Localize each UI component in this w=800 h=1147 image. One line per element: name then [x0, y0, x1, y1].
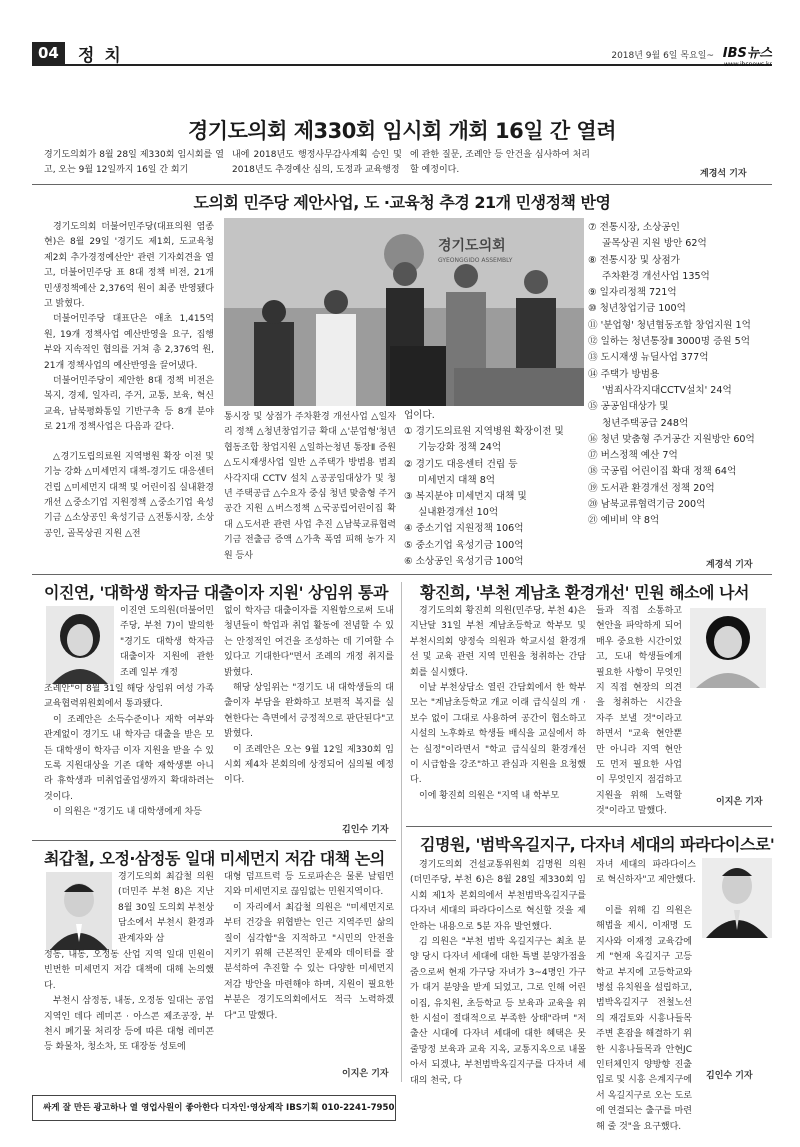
art4-headline: 최갑철, 오정·삼정동 일대 미세먼지 저감 대책 논의	[44, 849, 385, 868]
list-item: 기능강화 정책 24억	[418, 442, 502, 454]
paragraph: 이 자리에서 최갑철 의원은 "미세먼지로부터 건강을 위협받는 인근 지역주민 삶의 질이 심각함"을 지적하고 "시민의 안전을 지키기 위해 근본적인 문제와 데이터를 잘 분석하여 추진할 수 있는 다양한 미세먼지 저감 방안을 마련해야 하며, 지원이 필요한 부분은 경기도의회에서도 적극 노력하겠다"고 말했다.	[224, 902, 394, 1021]
lead-col-3: 에 관한 질문, 조례안 등 안건을 심사하여 처리할 예정이다.	[410, 150, 590, 176]
lee-jinyeon-portrait	[46, 606, 114, 684]
paragraph: 경기도의회 건설교통위원회 김명원 의원(더민주당, 부천 6)은 8월 28일 제330회 임시회 제1차 본회의에서 부천범박옥길지구를 다자녀 세대의 파라다이스로 혁신할 것을 제안하는 내용으로 5분 자유 발언했다.	[410, 860, 586, 932]
list-item: ⑦ 전통시장, 소상공인	[588, 222, 680, 233]
column-rule	[401, 582, 402, 1082]
divider	[32, 574, 772, 575]
hwang-jinhee-portrait	[690, 608, 766, 688]
art2-reporter: 김인수 기자	[342, 825, 389, 835]
art2-col-2	[224, 604, 394, 814]
art5-headline: 김명원, '범박옥길지구, 다자녀 세대의 파라다이스로'	[420, 835, 775, 854]
list-item: ⑰ 버스정책 예산 7억	[588, 450, 678, 462]
art5-col-2-top: 자녀 세대의 파라다이스로 혁신하자"고 제안했다.	[596, 860, 696, 886]
portrait-drawing	[690, 608, 766, 688]
list-item: ④ 중소기업 지원정책 106억	[404, 523, 524, 535]
press-photo-drawing	[224, 218, 584, 406]
paragraph: 더불어민주당이 제안한 8대 정책 비전은 복지, 경제, 일자리, 주거, 교통, 보육, 혁신 교육, 남북평화통일 기반구축 등 8개 분야로 21개 정책사업은 다음과 같다.	[44, 376, 214, 433]
list-item: ⑫ 일하는 청년통장Ⅱ 3000명 증원 5억	[588, 336, 751, 348]
list-item: ② 경기도 대응센터 건립 등	[404, 458, 518, 470]
list-item: ⑧ 전통시장 및 상점가	[588, 254, 680, 266]
art1-col-1	[44, 220, 214, 572]
paragraph: 경기도의회 더불어민주당(대표의원 염종현)은 8월 29일 '경기도 제1회, 도교육청 제2회 추가경정예산안' 관련 기자회견을 열고, 더불어민주당 표 8대 정책 비전, 21개 민생정책예산 2,376억 원이 최종 반영됐다고 밝혔다.	[44, 222, 214, 310]
art4-col-1-top: 경기도의회 최갑철 의원(더민주 부천 8)은 지난 8월 30일 도의회 부천상담소에서 부천시 환경과 관계자와 삼	[118, 872, 214, 944]
paragraph: 김 의원은 "부천 범박 옥길지구는 최초 분양 당시 다자녀 세대에 대한 특별 분양가점을 줌으로써 현재 가구당 자녀가 3~4명인 가구가 대거 분양을 받게 되었고, 그로 인해 어린이집, 유치원, 초등학교 등 보육과 교육을 위한 시설이 절대적으로 부족한 상태"라며 "저출산 시대에 다자녀 세대에 대한 혜택은 못 줄망정 보육과 교육 지옥, 교통지옥으로 내몰아서 되겠냐, 부천범박옥길지구를 다자녀 세대의 천국, 다	[410, 937, 586, 1086]
paragraph: 해당 상임위는 "경기도 내 대학생들의 대출이자 부담을 완화하고 보편적 복지를 실현한다는 측면에서 긍정적으로 판단된다"고 밝혔다.	[224, 683, 394, 740]
portrait-drawing	[46, 606, 114, 684]
list-item: ㉑ 예비비 약 8억	[588, 515, 660, 527]
list-item: ⑭ 주택가 방범용	[588, 368, 660, 380]
art1-col-2	[224, 410, 396, 572]
art4-col-2	[224, 870, 394, 1060]
divider	[406, 826, 772, 827]
paragraph: 없이 학자금 대출이자를 지원함으로써 도내 청년들이 학업과 취업 활동에 전념할 수 있는 안정적인 여건을 조성하는 데 기여할 수 있다고 기대한다"면서 조례의 개정 취지를 밝혔다.	[224, 606, 394, 678]
list-item: ⑥ 소상공인 육성기금 100억	[404, 555, 524, 567]
list-item: ③ 복지분야 미세먼지 대책 및	[404, 491, 527, 503]
art1-reporter: 계경석 기자	[706, 560, 753, 570]
list-item: ⑲ 도서관 환경개선 정책 20억	[588, 482, 715, 494]
art1-list-mid	[404, 408, 584, 572]
paragraph: 이날 부천상담소 열린 간담회에서 한 학부모는 "계남초등학교 개교 이래 급식실의 개 · 보수 없이 그대로 사용하여 공간이 협소하고 시설의 노후화로 학생들 배식을 교실에서 하는 실정"이라면서 "학교 급식실의 환경개선이 시급함을 강조"하고 관심과 지원을 요청했다.	[410, 683, 586, 786]
assembly-press-photo	[224, 218, 584, 406]
art3-col-2-top: 들과 직접 소통하고 현안을 파악하게 되어 매우 중요한 시간이었고, 도내 학생들에게 필요한 사항이 무엇인지 직접 현장의 의견을 청취하는 시간을 자주 보낼 것"이라고 하면서 "교육 현안뿐만 아니라 지역 현안도 먼저 필요한 사업이 무엇인지 점검하고 지원을 위해 노력할 것"이라고 말했다.	[596, 606, 682, 817]
page-header	[32, 38, 772, 66]
list-item: 골목상권 지원 방안 62억	[602, 238, 707, 250]
paragraph: 통시장 및 상점가 주차환경 개선사업 △일자리 정책 △청년창업기금 확대 △'분업형'청년협동조합 창업지원 △일하는청년 통장Ⅱ 증원 △도시재생사업 일반 △주택가 방범용 범죄사각지대 CCTV 설치 △공공임대상가 및 청년 주택공급 △수요자 중심 청년 맞춤형 주거공간 지원 △버스정책 △국공립어린이집 확대 △도서관 관련 사업 추진 △남북교류협력기금 전출금 증액 △가축 폭염 피해 농가 지원 등사	[224, 412, 396, 561]
art5-reporter: 김인수 기자	[706, 1071, 753, 1081]
paragraph: 이 조례안은 오는 9월 12일 제330회 임시회 제4차 본회의에 상정되어 심의될 예정이다.	[224, 744, 394, 786]
list-item: 실내환경개선 10억	[418, 507, 499, 519]
paragraph: 이를 위해 김 의원은 해법을 제시, 이재명 도지사와 이재정 교육감에게 "현재 옥길지구 고등학교 부지에 고등학교와 병설 유치원을 설립하고, 범박옥길지구 전철노선의 재검토와 시흥나들목 주변 혼잡을 해결하기 위한 시흥나들목과 안현JC 인터체인지 양방향 진출입로 및 시흥 은계지구에서 옥길지구로 오는 도로에 연결되는 출구를 마련해 줄 것"을 요구했다.	[596, 906, 692, 1132]
choi-gapcheol-portrait	[46, 872, 112, 950]
art1-headline: 도의회 민주당 제안사업, 도 ·교육청 추경 21개 민생정책 반영	[193, 193, 611, 212]
art3-reporter: 이지은 기자	[716, 797, 763, 807]
list-item: ⑬ 도시재생 뉴딜사업 377억	[588, 352, 709, 364]
paragraph: 조례안"이 8월 31일 해당 상임위 여성 가족교육협력위원회에서 통과됐다.	[44, 684, 214, 710]
art2-col-1	[44, 682, 214, 840]
paragraph: 이 조례안은 소득수준이나 재학 여부와 관계없이 경기도 내 학자금 대출을 받은 모든 대학생이 학자금 이자 지원을 받을 수 있도록 지원대상을 기존 대학 재학생뿐 아니라 휴학생과 미취업졸업생까지 확대하려는 것이다.	[44, 714, 214, 802]
footer-ad-banner: 싸게 잘 만든 광고하나 열 영업사원이 좋아한다 디자인·영상제작 IBS기획 010-2241-7950	[32, 1095, 396, 1121]
portrait-drawing	[46, 872, 112, 950]
list-item: ⑮ 공공임대상가 및	[588, 401, 669, 413]
logo-text: IBS뉴스	[722, 46, 772, 61]
list-item: ⑩ 청년창업기금 100억	[588, 303, 686, 315]
list-item: 업이다.	[404, 410, 435, 421]
paragraph: 정동, 내동, 오정동 산업 지역 일대 민원이 빈번한 미세먼지 저감 대책에 대해 논의했다.	[44, 950, 214, 991]
list-item: ⑪ '분업형' 청년협동조합 창업지원 1억	[588, 319, 751, 331]
art4-col-1	[44, 948, 214, 1080]
list-item: ⑳ 남북교류협력기금 200억	[588, 499, 706, 511]
lead-col-1: 경기도의회가 8월 28일 제330회 임시회를 열고, 오는 9월 12일까지 16일 간 회기	[44, 150, 224, 176]
paragraph: △경기도립의료원 지역병원 확장 이전 및 기능 강화 △미세먼지 대책-경기도 대응센터 건립 △미세먼지 대책 및 어린이집 실내환경개선 △중소기업 지원정책 △중소기업 육성기금 △소상공인 육성기금 △전통시장, 소상공인, 골목상권 지원 △전	[44, 451, 214, 539]
paragraph: 이 의원은 "경기도 내 대학생에게 차등	[53, 807, 202, 818]
list-item: ⑱ 국공립 어린이집 확대 정책 64억	[588, 466, 737, 478]
art4-reporter: 이지은 기자	[342, 1069, 389, 1079]
divider	[32, 840, 396, 841]
lead-reporter: 계경석 기자	[700, 169, 747, 179]
issue-date: 2018년 9월 6일 목요일~	[611, 51, 714, 61]
list-item: ⑨ 일자리정책 721억	[588, 287, 677, 299]
list-item: ⑯ 청년 맞춤형 주거공간 지원방안 60억	[588, 433, 755, 445]
art5-col-1	[410, 858, 586, 1084]
photo-sign-en: GYEONGGIDO ASSEMBLY	[438, 257, 513, 264]
lead-col-2: 내에 2018년도 행정사무감사계획 승인 및 2018년도 추경예산 심의, 도정과 교육행정	[232, 150, 402, 176]
logo-url: www.ibsnews.kr	[723, 61, 772, 68]
list-item: 청년주택공급 248억	[602, 417, 689, 429]
list-item: '범죄사각지대CCTV설치' 24억	[602, 384, 732, 396]
lead-headline: 경기도의회 제330회 임시회 개회 16일 간 열려	[188, 119, 616, 143]
photo-sign: 경기도의회	[438, 238, 506, 254]
paragraph: 경기도의회 황진희 의원(민주당, 부천 4)은 지난달 31일 부천 계남초등학교 학부모 및 부천시의회 양정숙 의원과 학교시설 환경개선 및 교육 관련 지역 민원을 청취하는 간담회를 실시했다.	[410, 606, 586, 678]
list-item: ⑤ 중소기업 육성기금 100억	[404, 539, 524, 551]
list-item: ① 경기도의료원 지역병원 확장이전 및	[404, 426, 564, 438]
ibs-logo	[723, 42, 772, 68]
art2-col-1-top: 이진연 도의원(더불어민주당, 부천 7)이 발의한 "경기도 대학생 학자금 대출이자 지원에 관한 조례 일부 개정	[120, 606, 214, 678]
art1-list-right	[588, 220, 778, 540]
divider	[32, 184, 772, 185]
page-number: 04	[32, 42, 65, 64]
section-title: 정 치	[78, 46, 123, 66]
art3-col-1	[410, 604, 586, 826]
paragraph: 부천시 삼정동, 내동, 오정동 일대는 공업지역인 데다 레미콘 · 아스콘 제조공장, 부천시 폐기물 처리장 등에 따른 대형 레미콘 등 화물차, 청소차, 또 대장동 성토에	[44, 996, 214, 1053]
list-item: 주차환경 개선사업 135억	[602, 270, 710, 282]
art2-headline: 이진연, '대학생 학자금 대출이자 지원' 상임위 통과	[44, 583, 388, 602]
paragraph: 대형 덤프트럭 등 도로파손은 물론 날림먼지와 미세먼지로 끊임없는 민원지역이다.	[224, 872, 394, 898]
list-item: 미세먼지 대책 8억	[418, 474, 496, 486]
paragraph: 더불어민주당 대표단은 애초 1,415억 원, 19개 정책사업 예산반영을 요구, 집행부와 지속적인 협의를 거쳐 총 2,376억 원, 21개 정책사업의 예산반영을 끌어냈다.	[44, 314, 214, 371]
paragraph: 이에 황진희 의원은 "지역 내 학부모	[419, 790, 560, 801]
art3-headline: 황진희, '부천 계남초 환경개선' 민원 해소에 나서	[420, 583, 749, 602]
